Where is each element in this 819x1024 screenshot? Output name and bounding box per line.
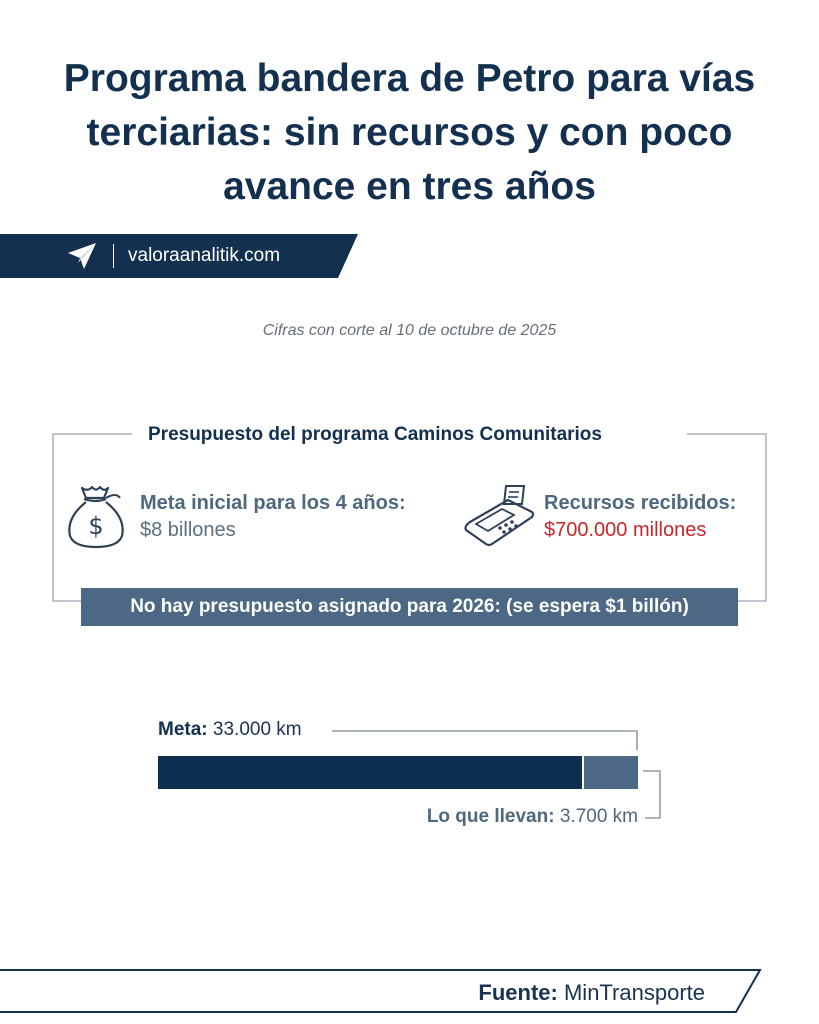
card-terminal-icon <box>462 484 538 550</box>
goal-label: Meta inicial para los 4 años: <box>140 492 406 514</box>
money-bag-icon <box>62 484 130 550</box>
source-label: Fuente: <box>478 980 558 1005</box>
source-note <box>478 980 705 1006</box>
goal-km-label <box>158 719 302 741</box>
title-line-2: terciarias: sin recursos y con poco <box>86 111 733 154</box>
budget-2026-banner: No hay presupuesto asignado para 2026: (se espera $1 billón) <box>81 588 738 626</box>
received-value: $700.000 millones <box>544 519 707 541</box>
goal-value: $8 billones <box>140 519 236 541</box>
brand-divider <box>113 244 114 268</box>
budget-title: Presupuesto del programa Caminos Comunitarios <box>140 424 610 446</box>
svg-text:$: $ <box>88 512 104 540</box>
km-progress-track <box>158 756 638 789</box>
goal-km-title: Meta: <box>158 719 208 740</box>
done-km-value: 3.700 km <box>559 806 638 827</box>
goal-km-value: 33.000 km <box>212 719 302 740</box>
done-km-title: Lo que llevan: <box>426 806 555 827</box>
source-value: MinTransporte <box>563 980 705 1005</box>
km-progress-fill <box>158 756 584 789</box>
done-km-label <box>427 806 638 828</box>
site-link[interactable]: valoraanalitik.com <box>128 245 281 266</box>
received-label: Recursos recibidos: <box>544 492 737 514</box>
brand-bar <box>0 234 360 278</box>
title-line-3: avance en tres años <box>223 165 596 208</box>
date-note: Cifras con corte al 10 de octubre de 2025 <box>262 322 557 339</box>
page-title <box>0 52 819 214</box>
title-line-1: Programa bandera de Petro para vías <box>63 57 756 100</box>
paper-plane-icon <box>66 241 98 271</box>
